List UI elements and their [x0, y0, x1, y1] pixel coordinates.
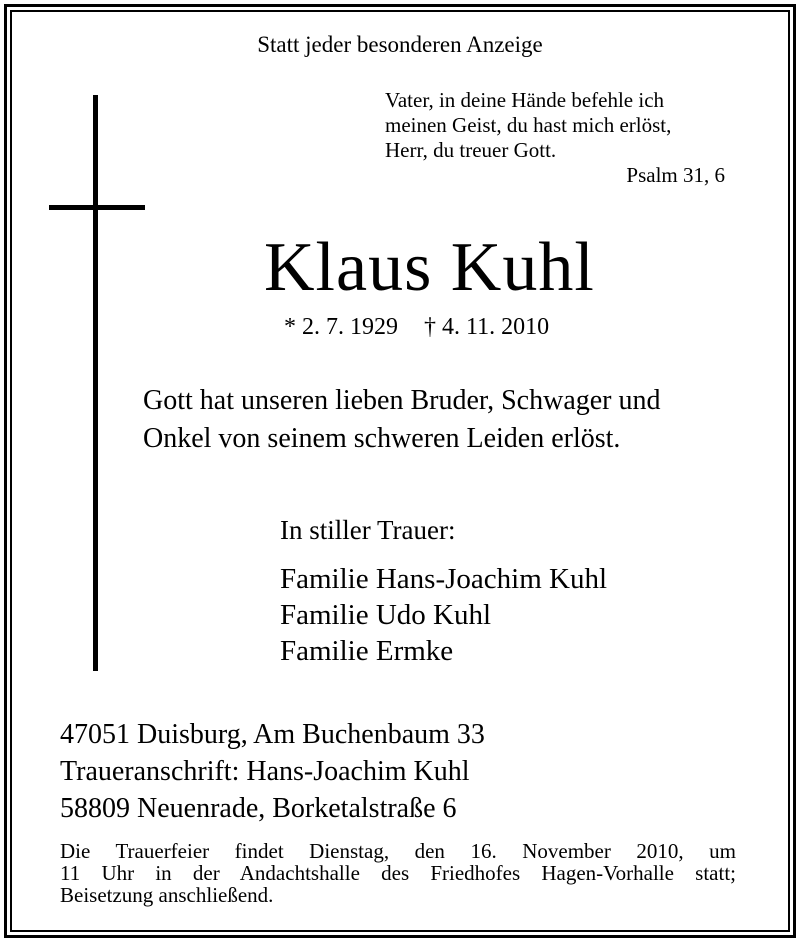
funeral-service-info: [60, 840, 736, 906]
verse-reference: Psalm 31, 6: [626, 163, 725, 187]
cross-vertical-bar: [93, 95, 98, 671]
address-line: 58809 Neuenrade, Borketalstraße 6: [60, 793, 457, 824]
message-line: Gott hat unseren lieben Bruder, Schwager und: [143, 385, 661, 416]
service-line: 11 Uhr in der Andachtshalle des Friedhofes Hagen-Vorhalle statt;: [60, 861, 736, 885]
service-line: Die Trauerfeier findet Dienstag, den 16. November 2010, um: [60, 839, 736, 863]
verse-line: Vater, in deine Hände befehle ich: [385, 88, 665, 112]
header-notice: Statt jeder besonderen Anzeige: [257, 32, 543, 57]
family-item: Familie Hans-Joachim Kuhl: [280, 563, 608, 595]
service-line: Beisetzung anschließend.: [60, 883, 274, 907]
address-block: [60, 716, 485, 827]
cross-horizontal-bar: [49, 205, 145, 210]
verse-line: meinen Geist, du hast mich erlöst,: [385, 113, 672, 137]
family-item: Familie Ermke: [280, 635, 454, 667]
family-list: [280, 561, 607, 669]
death-date: † 4. 11. 2010: [424, 314, 550, 340]
verse-line: Herr, du treuer Gott.: [385, 138, 557, 162]
message-line: Onkel von seinem schweren Leiden erlöst.: [143, 423, 621, 454]
birth-date: * 2. 7. 1929: [284, 314, 398, 340]
life-dates: [284, 314, 549, 341]
family-item: Familie Udo Kuhl: [280, 599, 492, 631]
deceased-name: Klaus Kuhl: [264, 229, 595, 306]
address-line: 47051 Duisburg, Am Buchenbaum 33: [60, 719, 485, 750]
mourning-heading: In stiller Trauer:: [280, 515, 456, 545]
address-line: Traueranschrift: Hans-Joachim Kuhl: [60, 756, 470, 787]
announcement-message: [143, 382, 661, 458]
bible-verse: [385, 88, 671, 163]
